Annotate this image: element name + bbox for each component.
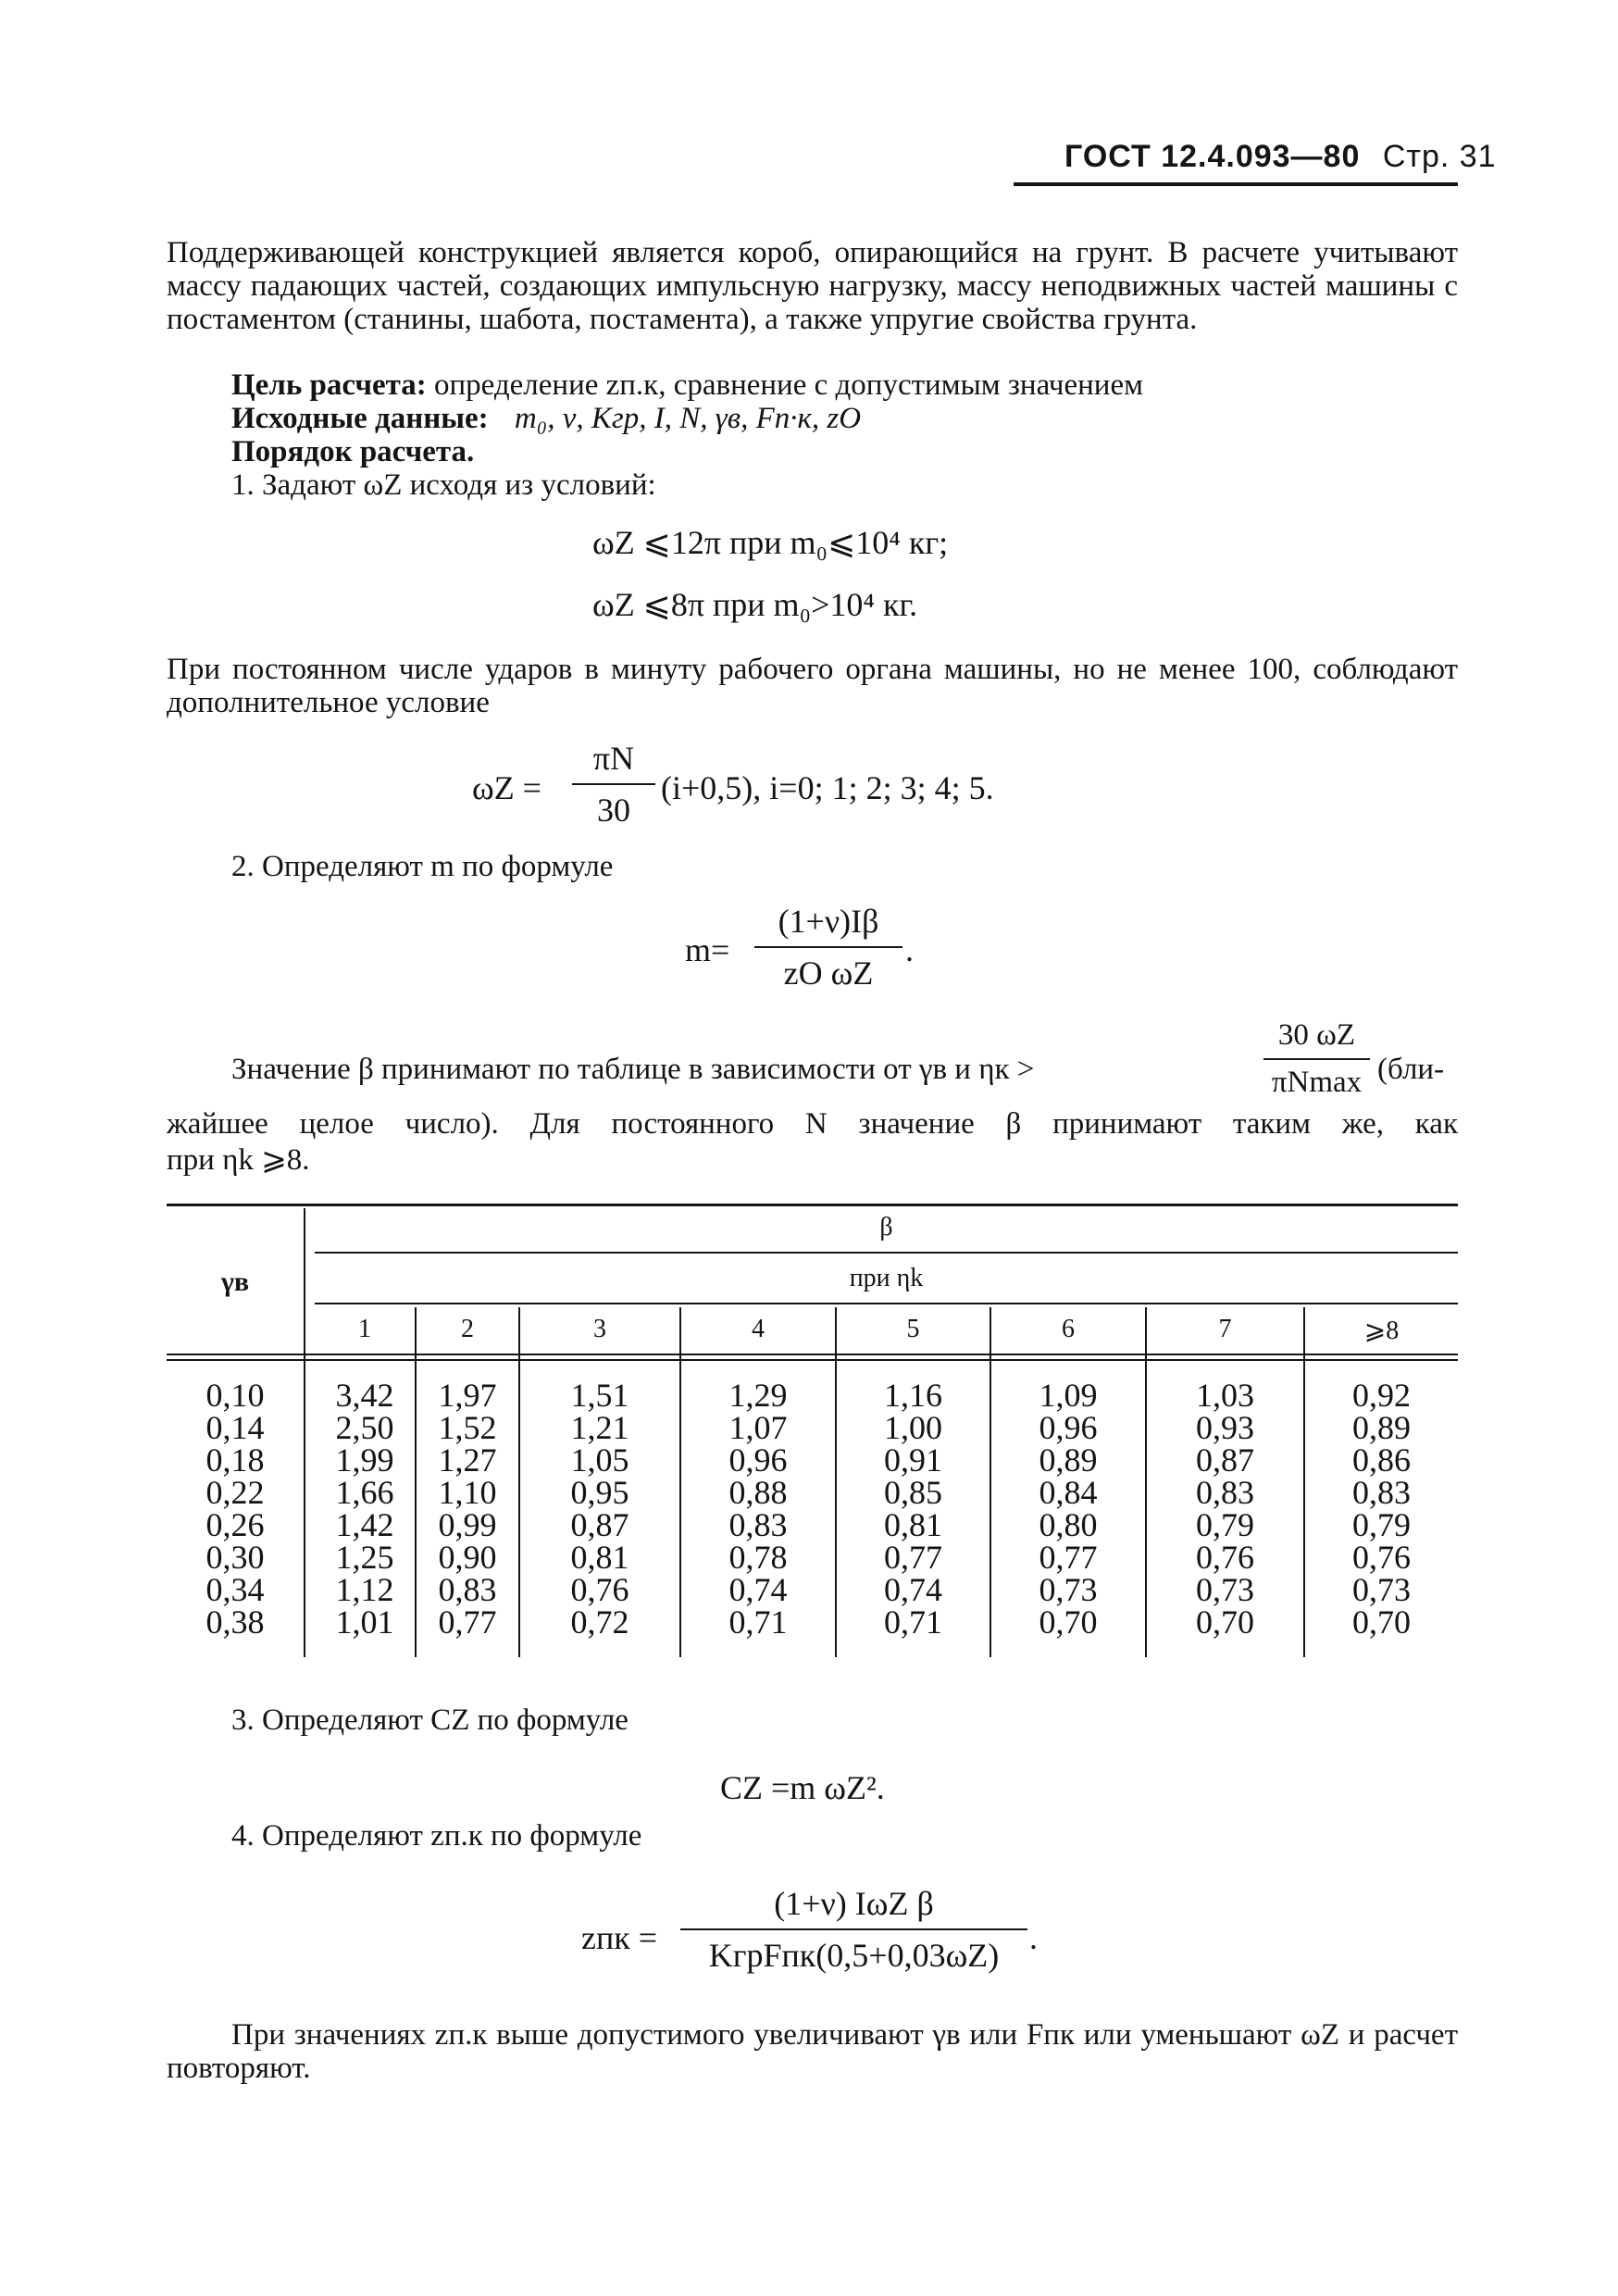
beta-line-2: жайшее целое число). Для постоянного N значение β принимают таким же, как: [167, 1107, 1458, 1141]
table-cell-gamma: 0,30: [205, 1539, 265, 1576]
beta-line-1: Значение β принимают по таблице в зависимости от γв и ηк >: [231, 1053, 1035, 1086]
table-rule-beta: [315, 1252, 1458, 1254]
table-cell: 0,81: [884, 1506, 942, 1543]
table-cell: 0,95: [570, 1474, 629, 1511]
table-cell: 0,78: [728, 1539, 788, 1576]
condition-1: ωZ ⩽12π при m₀⩽10⁴ кг;: [592, 524, 949, 561]
table-cell-gamma: 0,22: [205, 1474, 265, 1511]
table-divider: [304, 1208, 305, 1657]
table-cell: 0,74: [728, 1571, 788, 1608]
column-header: 4: [752, 1315, 765, 1343]
strokes-text: При постоянном числе ударов в минуту рабочего органа машины, но не менее 100, соблюдают дополнительное условие: [167, 653, 1458, 719]
step-4: 4. Определяют zп.к по формуле: [231, 1819, 642, 1853]
table-cell: 1,10: [438, 1474, 497, 1511]
step-3: 3. Определяют CZ по формуле: [231, 1703, 629, 1737]
column-header: 6: [1062, 1315, 1075, 1343]
z-numerator: (1+ν) IωZ β: [774, 1885, 934, 1922]
intro-paragraph: [167, 236, 1458, 336]
table-cell: 0,79: [1196, 1506, 1254, 1543]
table-cell: 0,83: [1196, 1474, 1254, 1511]
table-cell-gamma: 0,10: [205, 1377, 265, 1414]
m-numerator: (1+ν)Iβ: [778, 903, 879, 940]
omega-denominator: 30: [597, 792, 630, 829]
table-cell: 0,83: [728, 1506, 788, 1543]
table-cell: 0,77: [884, 1539, 942, 1576]
goal-label: Цель расчета:: [231, 368, 427, 402]
column-header: 5: [906, 1315, 920, 1343]
table-cell: 0,76: [1196, 1539, 1254, 1576]
table-cell: 0,77: [438, 1603, 497, 1641]
input-line: [231, 402, 861, 436]
column-header: ⩾8: [1363, 1316, 1400, 1345]
table-cell: 0,73: [1039, 1571, 1098, 1608]
table-cell: 0,96: [1039, 1409, 1098, 1446]
table-cell: 0,73: [1196, 1571, 1254, 1608]
table-cell: 1,01: [335, 1603, 394, 1641]
omega-lhs: ωZ =: [472, 769, 541, 806]
input-text: m₀, ν, Kгр, I, N, γв, Fп·к, zO: [514, 402, 862, 435]
page-number: Стр. 31: [1382, 139, 1497, 174]
z-lhs: zпк =: [581, 1919, 658, 1956]
fraction-bar: [680, 1928, 1027, 1930]
table-rule-eta: [315, 1303, 1458, 1304]
omega-numerator: πN: [592, 740, 635, 777]
table-cell: 0,76: [570, 1571, 629, 1608]
table-cell: 0,96: [728, 1441, 788, 1479]
beta-line-1-end: (бли-: [1377, 1053, 1445, 1086]
table-cell: 1,97: [438, 1377, 497, 1414]
table-cell: 0,88: [728, 1474, 788, 1511]
table-cell-gamma: 0,26: [205, 1506, 265, 1543]
table-cell: 0,93: [1196, 1409, 1254, 1446]
table-cell: 1,27: [438, 1441, 497, 1479]
m-denominator: zO ωZ: [783, 955, 874, 992]
fraction-bar: [572, 783, 655, 785]
column-header: 7: [1218, 1315, 1232, 1343]
fraction-bar: [1263, 1058, 1370, 1060]
table-cell-gamma: 0,34: [205, 1571, 265, 1608]
table-cell: 0,79: [1352, 1506, 1411, 1543]
table-cell: 0,87: [1196, 1441, 1254, 1479]
table-cell: 0,83: [1352, 1474, 1411, 1511]
table-cell: 0,73: [1352, 1571, 1411, 1608]
step-1: 1. Задают ωZ исходя из условий:: [231, 468, 656, 502]
step-2: 2. Определяют m по формуле: [231, 850, 614, 883]
formula-c: CZ =m ωZ².: [720, 1769, 885, 1806]
intro-text: Поддерживающей конструкцией является короб, опирающийся на грунт. В расчете учитывают массу падающих частей, создающих импульсную нагрузку, массу неподвижных частей машины с постаментом (станины, шабота, постамента), а также упругие свойства грунта.: [167, 236, 1458, 336]
table-cell: 0,70: [1039, 1603, 1098, 1641]
table-cell: 1,42: [335, 1506, 394, 1543]
table-cell: 1,99: [335, 1441, 394, 1479]
table-cell: 1,05: [570, 1441, 629, 1479]
table-cell: 0,92: [1352, 1377, 1411, 1414]
table-cell-gamma: 0,14: [205, 1409, 265, 1446]
table-cell: 3,42: [335, 1377, 394, 1414]
strokes-paragraph: [167, 653, 1458, 719]
table-cell: 0,80: [1039, 1506, 1098, 1543]
beta-header: β: [879, 1213, 893, 1242]
table-header-rule-2: [167, 1359, 1458, 1361]
column-header: 2: [461, 1315, 474, 1343]
omega-fraction: [572, 739, 655, 830]
order-label: Порядок расчета.: [231, 435, 475, 468]
table-cell: 0,76: [1352, 1539, 1411, 1576]
table-cell: 1,52: [438, 1409, 497, 1446]
table-cell: 0,89: [1039, 1441, 1098, 1479]
goal-line: [231, 368, 1143, 403]
table-cell: 0,77: [1039, 1539, 1098, 1576]
omega-rhs: (i+0,5), i=0; 1; 2; 3; 4; 5.: [661, 769, 994, 806]
m-lhs: m=: [685, 931, 730, 968]
table-top-rule: [167, 1204, 1458, 1206]
table-cell: 0,70: [1196, 1603, 1254, 1641]
table-cell: 1,12: [335, 1571, 394, 1608]
condition-2: ωZ ⩽8π при m₀>10⁴ кг.: [592, 586, 918, 623]
table-cell: 1,00: [884, 1409, 942, 1446]
m-tail: .: [905, 931, 914, 968]
column-header: 1: [358, 1315, 371, 1343]
table-cell: 0,83: [438, 1571, 497, 1608]
standard-number: ГОСТ 12.4.093—80: [1064, 139, 1361, 174]
table-cell: 2,50: [335, 1409, 394, 1446]
table-cell: 1,51: [570, 1377, 629, 1414]
z-denominator: KгрFпк(0,5+0,03ωZ): [708, 1937, 1000, 1974]
page-header: [1064, 139, 1497, 175]
table-cell: 1,07: [728, 1409, 788, 1446]
table-cell: 1,29: [728, 1377, 788, 1414]
table-cell: 0,91: [884, 1441, 942, 1479]
table-cell: 0,74: [884, 1571, 942, 1608]
table-cell: 0,99: [438, 1506, 497, 1543]
header-rule: [1014, 182, 1458, 186]
beta-numerator: 30 ωZ: [1277, 1018, 1356, 1052]
z-fraction: [680, 1884, 1027, 1975]
beta-fraction: [1263, 1018, 1370, 1100]
table-cell: 0,90: [438, 1539, 497, 1576]
eta-header: при ηk: [849, 1264, 924, 1292]
closing-text: При значениях zп.к выше допустимого увеличивают γв или Fпк или уменьшают ωZ и расчет повторяют.: [167, 2018, 1458, 2085]
beta-denominator: πNmax: [1271, 1066, 1363, 1099]
table-cell: 0,81: [570, 1539, 629, 1576]
table-cell-gamma: 0,38: [205, 1603, 265, 1641]
table-cell-gamma: 0,18: [205, 1441, 265, 1479]
table-cell: 0,84: [1039, 1474, 1098, 1511]
beta-line-3: при ηk ⩾8.: [167, 1143, 310, 1177]
table-cell: 0,72: [570, 1603, 629, 1641]
gamma-header: γв: [220, 1267, 250, 1297]
table-cell: 1,66: [335, 1474, 394, 1511]
table-cell: 0,86: [1352, 1441, 1411, 1479]
table-cell: 0,85: [884, 1474, 942, 1511]
table-cell: 1,09: [1039, 1377, 1098, 1414]
table-cell: 0,71: [884, 1603, 942, 1641]
input-label: Исходные данные:: [231, 402, 489, 435]
table-cell: 1,25: [335, 1539, 394, 1576]
fraction-bar: [754, 946, 902, 948]
goal-text: определение zп.к, сравнение с допустимым значением: [433, 368, 1143, 402]
table-cell: 1,21: [570, 1409, 629, 1446]
table-cell: 0,89: [1352, 1409, 1411, 1446]
m-fraction: [754, 902, 902, 992]
z-tail: .: [1029, 1919, 1038, 1956]
table-cell: 0,87: [570, 1506, 629, 1543]
table-cell: 1,16: [884, 1377, 942, 1414]
column-header: 3: [593, 1315, 606, 1343]
table-cell: 1,03: [1196, 1377, 1254, 1414]
closing-paragraph: [167, 2018, 1458, 2085]
table-cell: 0,70: [1352, 1603, 1411, 1641]
table-cell: 0,71: [728, 1603, 788, 1641]
table-header-rule-1: [167, 1354, 1458, 1355]
